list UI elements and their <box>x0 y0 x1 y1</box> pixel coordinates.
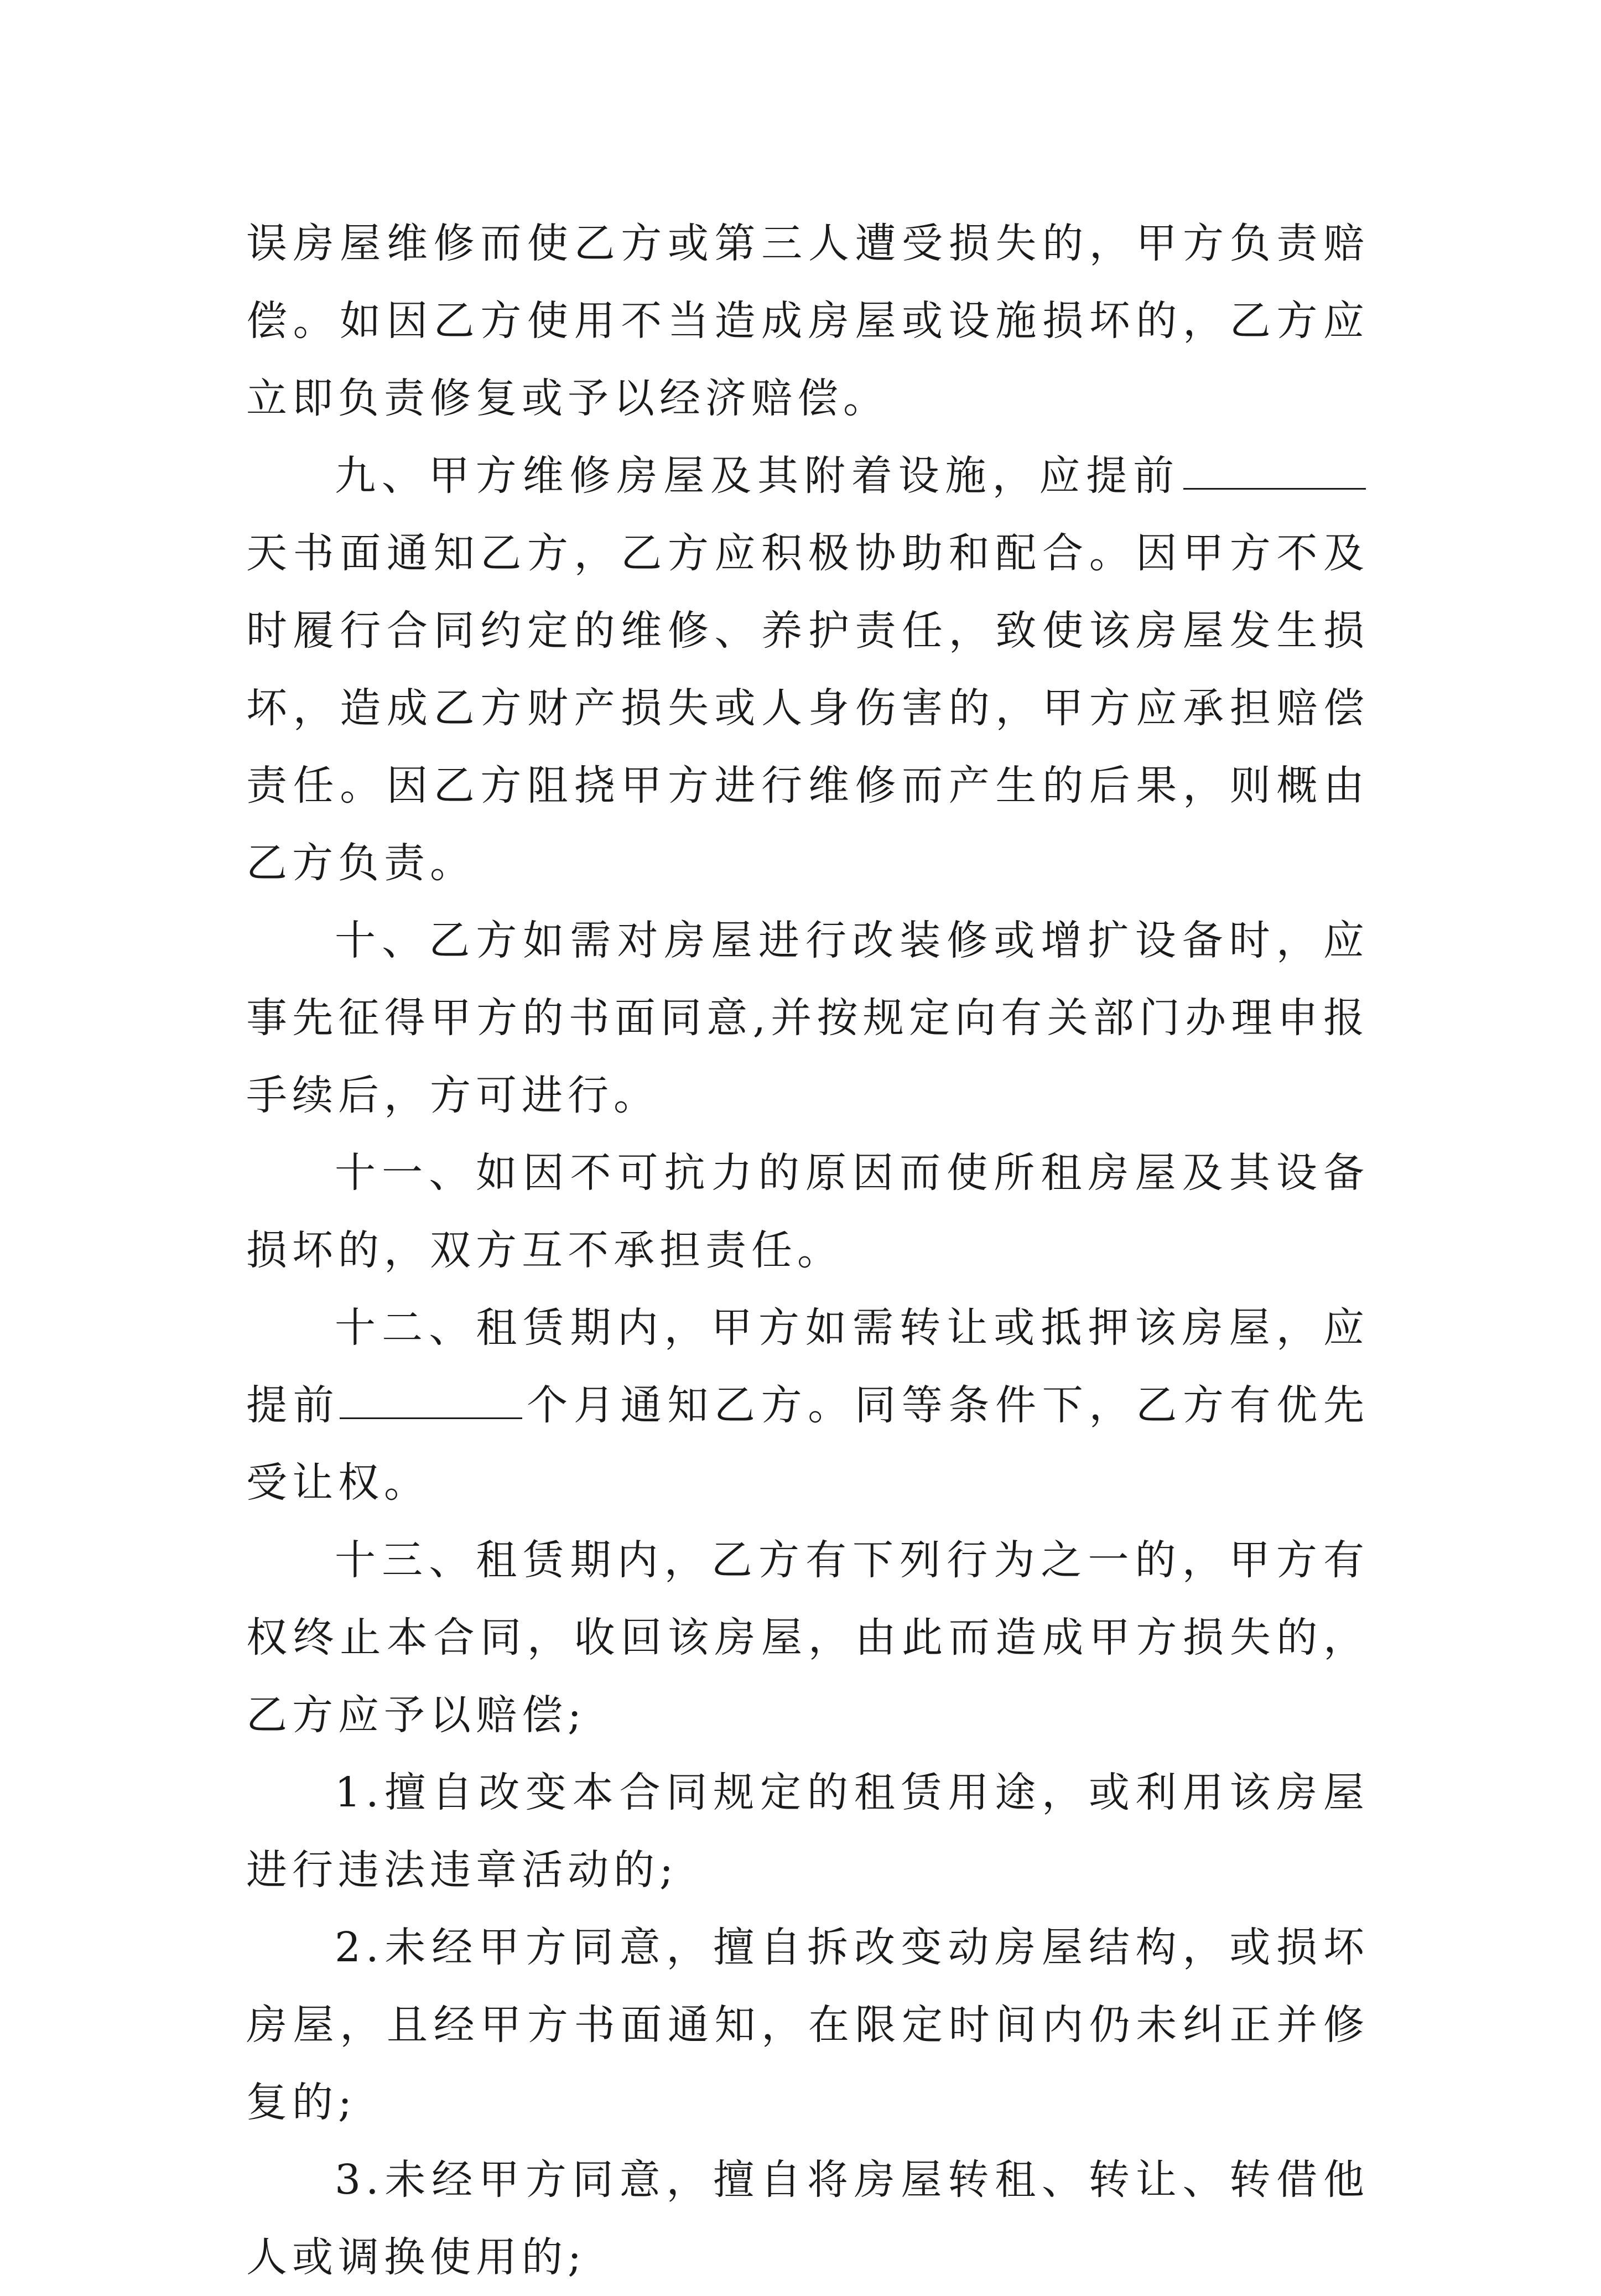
list-item-2: 2.未经甲方同意，擅自拆改变动房屋结构，或损坏房屋，且经甲方书面通知，在限定时间内仍未纠正并修复的; <box>246 1924 1369 2126</box>
clause-eleven: 十一、如因不可抗力的原因而使所租房屋及其设备损坏的，双方互不承担责任。 <box>246 1149 1369 1274</box>
clause-twelve <box>246 1289 1369 1521</box>
clause-nine-before: 九、甲方维修房屋及其附着设施，应提前 <box>335 452 1180 500</box>
list-item-1: 1.擅自改变本合同规定的租赁用途，或利用该房屋进行违法违章活动的; <box>246 1769 1369 1894</box>
fill-blank-months <box>340 1376 522 1419</box>
clause-twelve-after: 个月通知乙方。同等条件下，乙方有优先受让权。 <box>246 1381 1370 1507</box>
document-body <box>246 205 1369 2296</box>
paragraph-continuation: 误房屋维修而使乙方或第三人遭受损失的，甲方负责赔偿。如因乙方使用不当造成房屋或设施损坏的，乙方应立即负责修复或予以经济赔偿。 <box>246 220 1369 422</box>
clause-nine <box>246 437 1369 902</box>
list-item-3: 3.未经甲方同意，擅自将房屋转租、转让、转借他人或调换使用的; <box>246 2156 1369 2281</box>
clause-twelve-before: 十二、租赁期内，甲方如需转让或抵押该房屋，应提前 <box>246 1304 1369 1429</box>
clause-thirteen: 十三、租赁期内，乙方有下列行为之一的，甲方有权终止本合同，收回该房屋，由此而造成甲方损失的，乙方应予以赔偿; <box>246 1536 1369 1739</box>
fill-blank-days <box>1183 447 1366 490</box>
clause-nine-after: 天书面通知乙方，乙方应积极协助和配合。因甲方不及时履行合同约定的维修、养护责任，致使该房屋发生损坏，造成乙方财产损失或人身伤害的，甲方应承担赔偿责任。因乙方阻挠甲方进行维修而产生的后果，则概由乙方负责。 <box>246 529 1369 887</box>
clause-ten: 十、乙方如需对房屋进行改装修或增扩设备时，应事先征得甲方的书面同意,并按规定向有关部门办理申报手续后，方可进行。 <box>246 917 1369 1119</box>
